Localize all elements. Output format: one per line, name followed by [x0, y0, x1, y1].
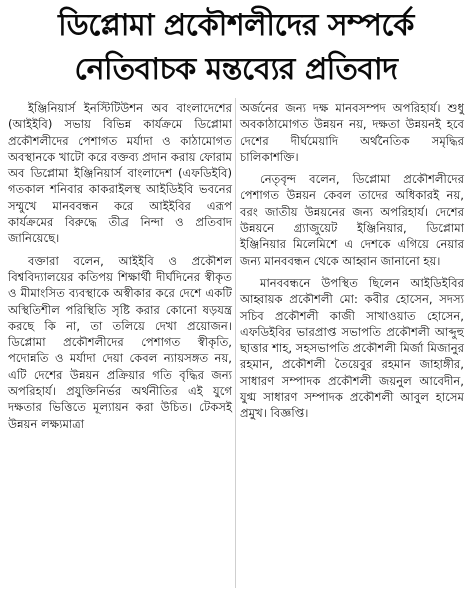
article-paragraph: অর্জনের জন্য দক্ষ মানবসম্পদ অপরিহার্য। শুধু অবকাঠামোগত উন্নয়ন নয়, দক্ষতা উন্নয়নই হবে দেশের দীর্ঘমেয়াদি অর্থনৈতিক সমৃদ্ধির চালিকাশক্তি।: [240, 101, 464, 164]
column-divider: [235, 98, 236, 588]
article-paragraph: নেতৃবৃন্দ বলেন, ডিপ্লোমা প্রকৌশলীদের পেশাগত উন্নয়ন কেবল তাদের অধিকারই নয়, বরং জাতীয় উন্নয়নের জন্য অপরিহার্য। দেশের উন্নয়নে গ্র্যাজুয়েট ইঞ্জিনিয়ার, ডিপ্লোমা ইঞ্জিনিয়ার মিলেমিশে এ দেশকে এগিয়ে নেয়ার জন্য মানববন্ধন থেকে আহ্বান জানানো হয়।: [240, 172, 464, 268]
article-right-column: [240, 100, 464, 422]
article-paragraph: বক্তারা বলেন, আইইবি ও প্রকৌশল বিশ্ববিদ্যালয়ের কতিপয় শিক্ষার্থী দীর্ঘদিনের স্বীকৃত ও মীমাংসিত ব্যবস্থাকে অস্বীকার করে দেশে একটি অস্থিতিশীল পরিস্থিতি সৃষ্টি করার কোনো ষড়যন্ত্র করছে কি না, তা তলিয়ে দেখা প্রয়োজন। ডিপ্লোমা প্রকৌশলীদের পেশাগত স্বীকৃতি, পদোন্নতি ও মর্যাদা দেয়া কেবল ন্যায়সঙ্গত নয়, এটি দেশের উন্নয়ন প্রক্রিয়ার গতি বৃদ্ধির জন্য অপরিহার্য। প্রযুক্তিনির্ভর অর্থনীতির এই যুগে দক্ষতার ভিত্তিতে মূল্যায়ন করা উচিত। টেকসই উন্নয়ন লক্ষ্যমাত্রা: [8, 253, 232, 431]
article-paragraph: ইঞ্জিনিয়ার্স ইনস্টিটিউশন অব বাংলাদেশের (আইইবি) সভায় বিভিন্ন কার্যক্রমে ডিপ্লোমা প্রকৌশলীদের পেশাগত মর্যাদা ও কাঠামোগত অবস্থানকে খাটো করে বক্তব্য প্রদান করায় ফোরাম অব ডিপ্লোমা ইঞ্জিনিয়ার্স বাংলাদেশ (এফডিইবি) গতকাল শনিবার কাকরাইলস্থ আইডিইবি ভবনের সম্মুখে মানববন্ধন করে আইইবির এরূপ কার্যক্রমের বিরুদ্ধে তীব্র নিন্দা ও প্রতিবাদ জানিয়েছে।: [8, 101, 232, 246]
headline-line-1: ডিপ্লোমা প্রকৌশলীদের সম্পর্কে: [58, 8, 414, 43]
article-left-column: [8, 100, 232, 432]
headline-line-2: নেতিবাচক মন্তব্যের প্রতিবাদ: [74, 52, 398, 87]
article-paragraph: মানববন্ধনে উপস্থিত ছিলেন আইডিইবির আহ্বায়ক প্রকৌশলী মো: কবীর হোসেন, সদস্য সচিব প্রকৌশলী কাজী সাখাওয়াত হোসেন, এফডিইবির ভারপ্রাপ্ত সভাপতি প্রকৌশলী আব্দুহু ছাত্তার শাহ, সহসভাপতি প্রকৌশলী মির্জা মিজানুর রহমান, প্রকৌশলী তৈয়েবুর রহমান জাহাঙ্গীর, সাধারণ সম্পাদক প্রকৌশলী জয়নুল আবেদীন, যুগ্ম সাধারণ সম্পাদক প্রকৌশলী আবুল হাসেম প্রমুখ। বিজ্ঞপ্তি।: [240, 275, 464, 421]
